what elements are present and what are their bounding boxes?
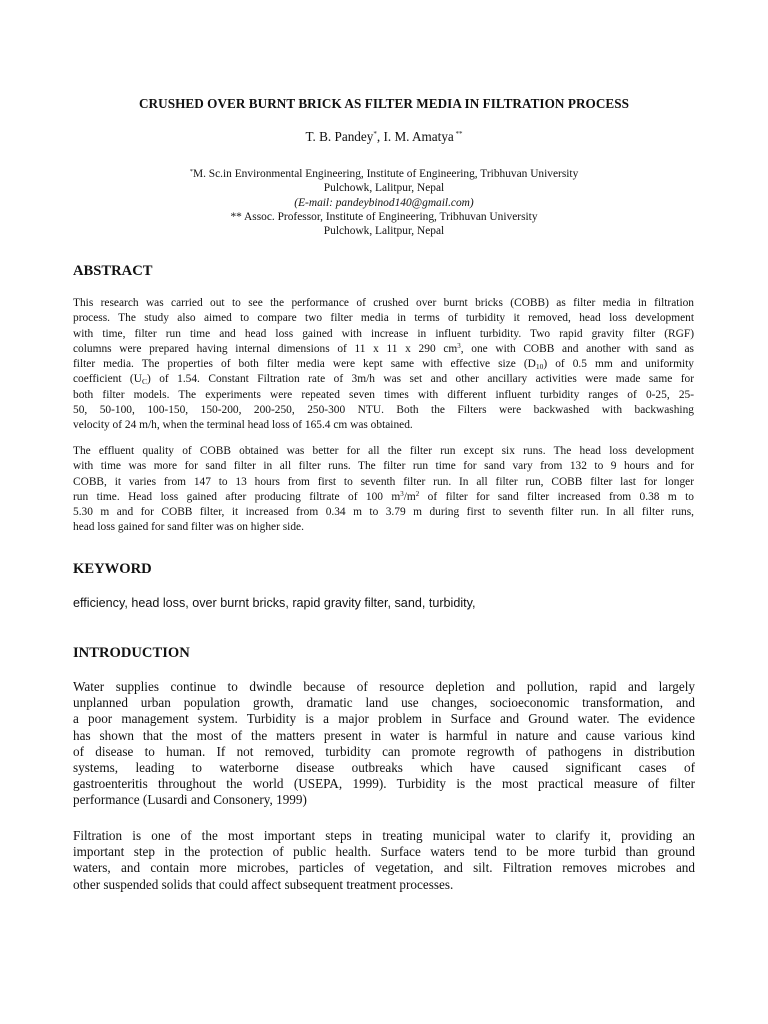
introduction-paragraph-2: [73, 828, 695, 893]
author-2-mark: **: [453, 130, 463, 138]
text-line: Filtration is one of the most important steps in treating municipal water to clarify it, providing an: [73, 828, 695, 843]
affiliation-line-4: ** Assoc. Professor, Institute of Engineering, Tribhuvan University: [230, 210, 538, 223]
text-line: other suspended solids that could affect subsequent treatment processes.: [73, 876, 454, 892]
keyword-list: efficiency, head loss, over burnt bricks, rapid gravity filter, sand, turbidity,: [73, 596, 476, 610]
text-line: 5.30 m and for COBB filter, it increased from 0.34 m to 3.79 m during first to seventh filter run. In all filter runs,: [73, 506, 694, 519]
text-line: process. The study also aimed to compare two filter media in terms of turbidity it removed, head loss development: [73, 312, 694, 325]
author-1: T. B. Pandey: [305, 129, 374, 144]
abstract-paragraph-2: [73, 444, 694, 536]
text-line: coefficient $(U_C)$ of 1.54. Constant Filtration rate of 3m/h was set and other ancillary activities were made same for: [73, 373, 694, 387]
text-line: 50, 50-100, 100-150, 150-200, 200-250, 250-300 NTU. Both the Filters were backwashed with backwashing: [73, 404, 694, 417]
author-1-mark: *: [373, 130, 377, 138]
keyword-heading: KEYWORD: [73, 561, 152, 577]
text-line: performance (Lusardi and Consonery, 1999): [73, 792, 307, 808]
author-line: [0, 129, 768, 145]
text-line: This research was carried out to see the performance of crushed over burnt bricks (COBB) as filter media in filtration: [73, 297, 694, 309]
email-line: (E-mail: pandeybinod140@gmail.com): [294, 196, 474, 209]
affiliation-line-2: Pulchowk, Lalitpur, Nepal: [323, 182, 445, 195]
text-line: Water supplies continue to dwindle because of resource depletion and pollution, rapid and largely: [73, 679, 695, 694]
text-line: with time was more for sand filter in all filter runs. The filter run time for sand vary from 132 to 9 hours and for: [73, 460, 694, 473]
text-line: velocity of 24 m/h, when the terminal head loss of 165.4 cm was obtained.: [73, 419, 413, 432]
text-line: a poor management system. Turbidity is a major problem in Surface and Ground water. The evidence: [73, 711, 695, 727]
text-line: The effluent quality of COBB obtained was better for all the filter run except six runs. The head loss development: [73, 445, 694, 457]
text-line: COBB, it varies from 147 to 13 hours from first to seventh filter run. In all filter run, COBB filter last for longer: [73, 475, 694, 488]
text-line: both filter models. The experiments were repeated seven times with different influent turbidity ranges of 0-25, 25-: [73, 388, 694, 401]
author-2: I. M. Amatya: [383, 129, 454, 144]
author-separator: ,: [376, 129, 384, 144]
introduction-paragraph-1: [73, 679, 695, 809]
affiliations: [0, 165, 768, 238]
affiliation-mark: *: [189, 168, 193, 175]
text-line: systems, leading to waterborne disease outbreaks which have caused significant cases of: [73, 760, 695, 776]
text-line: with time, filter run time and head loss gained with increase in influent turbidity. Two rapid gravity filter (RGF): [73, 327, 694, 340]
text-line: important step in the protection of public health. Surface waters tend to be more turbid than ground: [73, 844, 695, 860]
text-line: of disease to human. If not removed, turbidity can promote regrowth of pathogens in distribution: [73, 743, 695, 759]
text-line: unplanned urban population growth, dramatic land use changes, socioeconomic transformation, and: [73, 695, 695, 711]
introduction-heading: INTRODUCTION: [73, 645, 190, 661]
text-line: waters, and contain more microbes, particles of vegetation, and silt. Filtration removes microbes and: [73, 860, 695, 876]
text-line: filter media. The properties of both filter media were kept same with effective size $(D_{10})$ of 0.5 mm and uniformity: [73, 358, 694, 372]
text-line: run time. Head loss gained after producing filtrate of 100 $m^3/m^2$ of filter for sand filter increased from 0.38 m to: [73, 489, 695, 503]
text-line: gastroenteritis throughout the world (USEPA, 1999). Turbidity is the most practical measure of filter: [73, 776, 695, 792]
paper-title: CRUSHED OVER BURNT BRICK AS FILTER MEDIA IN FILTRATION PROCESS: [138, 96, 630, 111]
affiliation-line-1: *M. Sc.in Environmental Engineering, Institute of Engineering, Tribhuvan University: [189, 168, 579, 180]
text-line: columns were prepared having internal dimensions of 11 x 11 x 290 $cm^3$, one with COBB and another with sand as: [73, 341, 694, 355]
affiliation-line-5: Pulchowk, Lalitpur, Nepal: [323, 225, 445, 238]
text-line: has shown that the most of the matters present in water is harmful in nature and cause various kind: [73, 727, 695, 743]
abstract-paragraph-1: [73, 296, 694, 434]
abstract-heading: ABSTRACT: [73, 263, 153, 279]
text-line: head loss gained for sand filter was on higher side.: [73, 521, 304, 534]
